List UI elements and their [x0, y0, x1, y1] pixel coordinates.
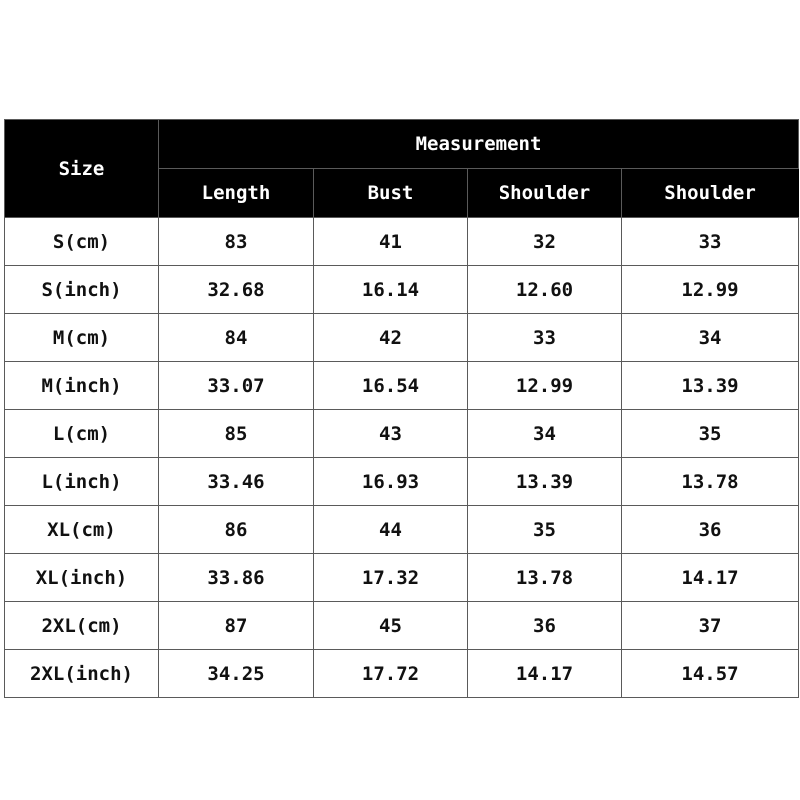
size-label-cell: L(inch) [5, 458, 159, 506]
size-label-cell: S(inch) [5, 266, 159, 314]
measurement-cell: 13.39 [622, 362, 799, 410]
measurement-cell: 12.99 [468, 362, 622, 410]
size-label-cell: 2XL(cm) [5, 602, 159, 650]
table-row [5, 554, 799, 602]
measurement-cell: 33 [622, 218, 799, 266]
size-label-cell: XL(inch) [5, 554, 159, 602]
bottom-margin [0, 706, 800, 800]
table-row [5, 314, 799, 362]
measurement-cell: 17.32 [314, 554, 468, 602]
size-chart-body [5, 218, 799, 698]
measurement-cell: 45 [314, 602, 468, 650]
measurement-cell: 36 [468, 602, 622, 650]
measurement-cell: 84 [159, 314, 314, 362]
measurement-cell: 33.07 [159, 362, 314, 410]
measurement-cell: 14.17 [622, 554, 799, 602]
size-column-header: Size [5, 120, 159, 218]
table-row [5, 266, 799, 314]
size-label-cell: S(cm) [5, 218, 159, 266]
measurement-cell: 35 [622, 410, 799, 458]
measurement-cell: 42 [314, 314, 468, 362]
measurement-cell: 16.93 [314, 458, 468, 506]
measurement-cell: 34 [622, 314, 799, 362]
measurement-cell: 13.39 [468, 458, 622, 506]
measurement-cell: 33.86 [159, 554, 314, 602]
measurement-cell: 37 [622, 602, 799, 650]
measurement-cell: 14.17 [468, 650, 622, 698]
table-row [5, 362, 799, 410]
size-label-cell: XL(cm) [5, 506, 159, 554]
measurement-cell: 44 [314, 506, 468, 554]
measurement-cell: 13.78 [468, 554, 622, 602]
measurement-cell: 86 [159, 506, 314, 554]
size-label-cell: M(inch) [5, 362, 159, 410]
measurement-cell: 34 [468, 410, 622, 458]
measurement-cell: 87 [159, 602, 314, 650]
table-row [5, 506, 799, 554]
header-row-group [5, 120, 799, 169]
measurement-cell: 33 [468, 314, 622, 362]
measurement-cell: 35 [468, 506, 622, 554]
measurement-cell: 36 [622, 506, 799, 554]
column-header-length: Length [159, 169, 314, 218]
table-row [5, 650, 799, 698]
measurement-cell: 12.60 [468, 266, 622, 314]
size-label-cell: M(cm) [5, 314, 159, 362]
measurement-cell: 32 [468, 218, 622, 266]
size-label-cell: L(cm) [5, 410, 159, 458]
measurement-cell: 34.25 [159, 650, 314, 698]
size-label-cell: 2XL(inch) [5, 650, 159, 698]
measurement-cell: 16.14 [314, 266, 468, 314]
measurement-cell: 14.57 [622, 650, 799, 698]
column-header-shoulder-2: Shoulder [622, 169, 799, 218]
measurement-cell: 33.46 [159, 458, 314, 506]
measurement-cell: 43 [314, 410, 468, 458]
measurement-cell: 16.54 [314, 362, 468, 410]
table-row [5, 410, 799, 458]
column-header-shoulder: Shoulder [468, 169, 622, 218]
size-chart-table [4, 119, 799, 698]
measurement-cell: 13.78 [622, 458, 799, 506]
measurement-cell: 17.72 [314, 650, 468, 698]
measurement-cell: 41 [314, 218, 468, 266]
measurement-group-header: Measurement [159, 120, 799, 169]
table-row [5, 458, 799, 506]
table-row [5, 218, 799, 266]
table-row [5, 602, 799, 650]
measurement-cell: 83 [159, 218, 314, 266]
measurement-cell: 12.99 [622, 266, 799, 314]
measurement-cell: 32.68 [159, 266, 314, 314]
column-header-bust: Bust [314, 169, 468, 218]
measurement-cell: 85 [159, 410, 314, 458]
